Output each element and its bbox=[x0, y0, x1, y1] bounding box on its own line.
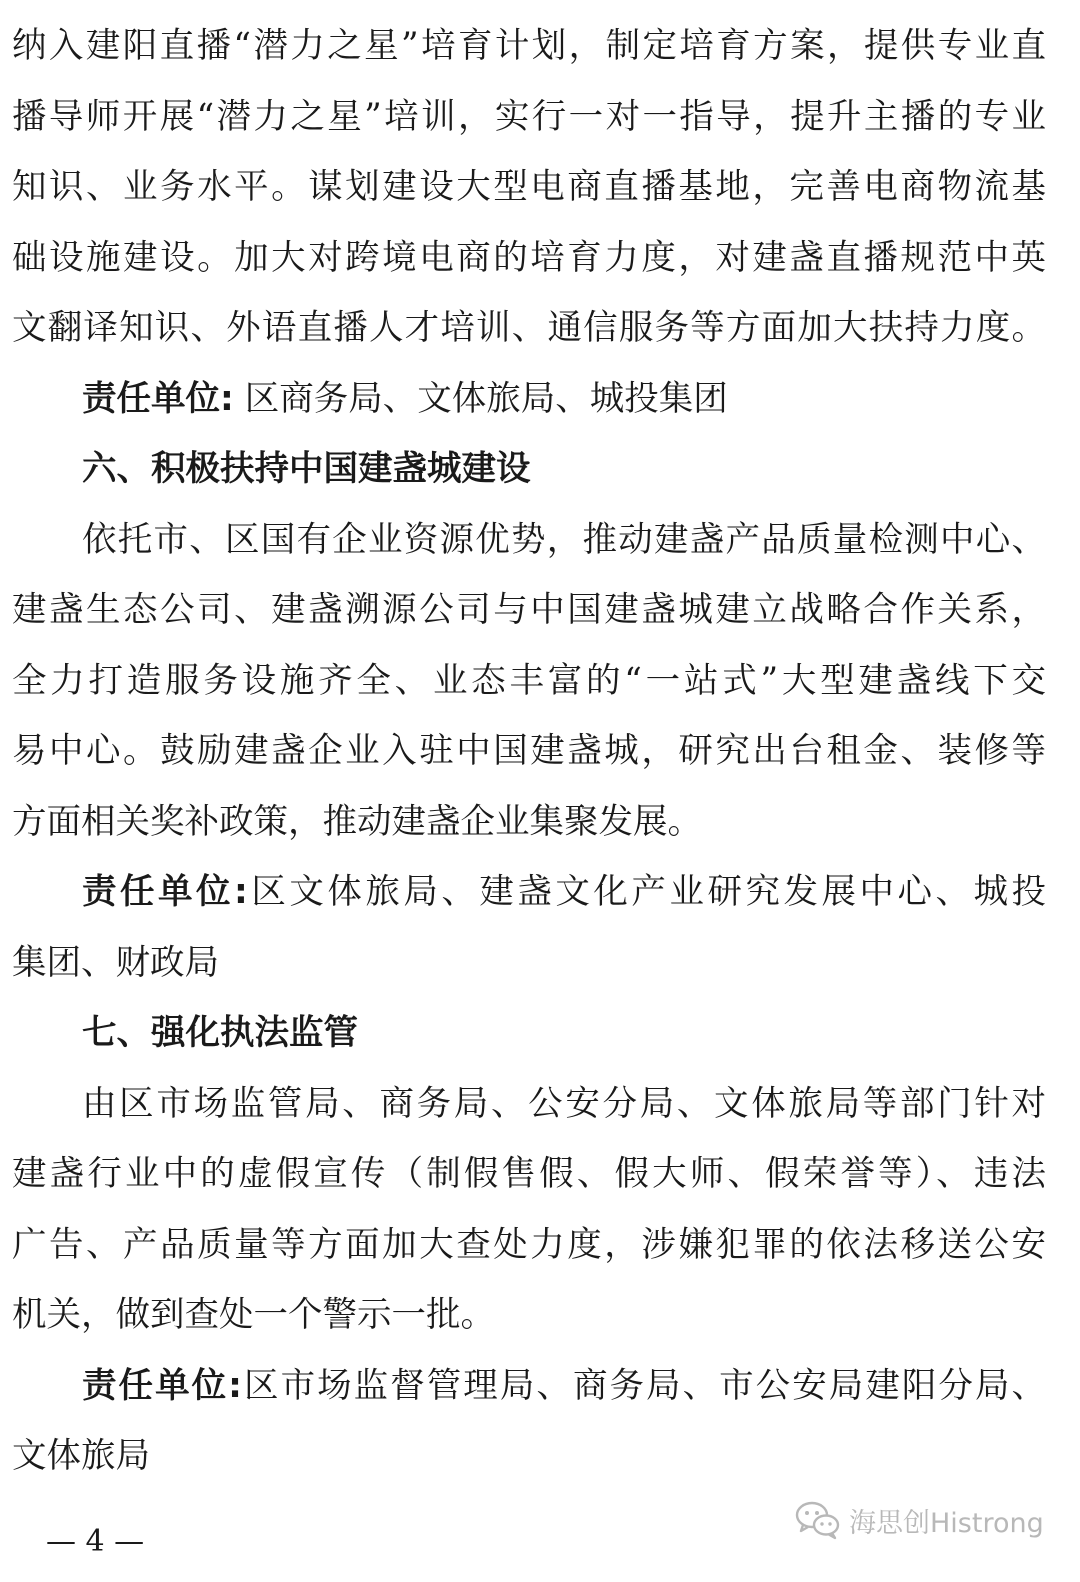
responsible-units bbox=[12, 857, 1046, 928]
responsible-value-continued: 集团、财政局 bbox=[12, 942, 219, 983]
paragraph-line: 机关，做到查处一个警示一批。 bbox=[12, 1295, 495, 1335]
paragraph-line: 建盏生态公司、建盏溯源公司与中国建盏城建立战略合作关系， bbox=[12, 590, 1046, 630]
page-number: — 4 — bbox=[46, 1524, 145, 1559]
wechat-icon bbox=[795, 1500, 841, 1540]
responsible-label: 责任单位: bbox=[82, 872, 248, 912]
paragraph-line: 知识、业务水平。谋划建设大型电商直播基地，完善电商物流基 bbox=[12, 167, 1046, 207]
paragraph-line: 易中心。鼓励建盏企业入驻中国建盏城，研究出台租金、装修等 bbox=[12, 731, 1046, 771]
document-page bbox=[12, 0, 1046, 1492]
paragraph-line: 方面相关奖补政策，推动建盏企业集聚发展。 bbox=[12, 801, 702, 842]
responsible-label: 责任单位: bbox=[82, 1365, 242, 1406]
paragraph-line: 础设施建设。加大对跨境电商的培育力度，对建盏直播规范中英 bbox=[12, 237, 1046, 278]
paragraph-line: 纳入建阳直播“潜力之星”培育计划，制定培育方案，提供专业直 bbox=[12, 26, 1046, 66]
responsible-units bbox=[12, 1351, 1046, 1422]
paragraph-line: 广告、产品质量等方面加大查处力度，涉嫌犯罪的依法移送公安 bbox=[12, 1224, 1046, 1265]
paragraph-line: 全力打造服务设施齐全、业态丰富的“一站式”大型建盏线下交 bbox=[12, 660, 1046, 701]
responsible-value: 区文体旅局、建盏文化产业研究发展中心、城投 bbox=[247, 872, 1046, 912]
responsible-value: 区市场监督管理局、商务局、市公安局建阳分局、 bbox=[241, 1365, 1046, 1406]
paragraph-line: 文翻译知识、外语直播人才培训、通信服务等方面加大扶持力度。 bbox=[12, 308, 1046, 348]
watermark bbox=[795, 1495, 1044, 1545]
responsible-units bbox=[12, 364, 1046, 435]
responsible-label: 责任单位: bbox=[82, 378, 234, 419]
responsible-value-continued: 文体旅局 bbox=[12, 1436, 150, 1476]
watermark-text: 海思创Histrong bbox=[849, 1507, 1044, 1539]
responsible-value: 区商务局、文体旅局、城投集团 bbox=[244, 378, 728, 419]
paragraph-line: 播导师开展“潜力之星”培训，实行一对一指导，提升主播的专业 bbox=[12, 96, 1046, 137]
paragraph-line: 依托市、区国有企业资源优势，推动建盏产品质量检测中心、 bbox=[82, 519, 1046, 560]
paragraph-line: 建盏行业中的虚假宣传（制假售假、假大师、假荣誉等）、违法 bbox=[12, 1154, 1046, 1194]
section-heading: 六、积极扶持中国建盏城建设 bbox=[82, 449, 531, 489]
paragraph-line: 由区市场监管局、商务局、公安分局、文体旅局等部门针对 bbox=[82, 1083, 1046, 1124]
section-heading: 七、强化执法监管 bbox=[82, 1013, 358, 1053]
